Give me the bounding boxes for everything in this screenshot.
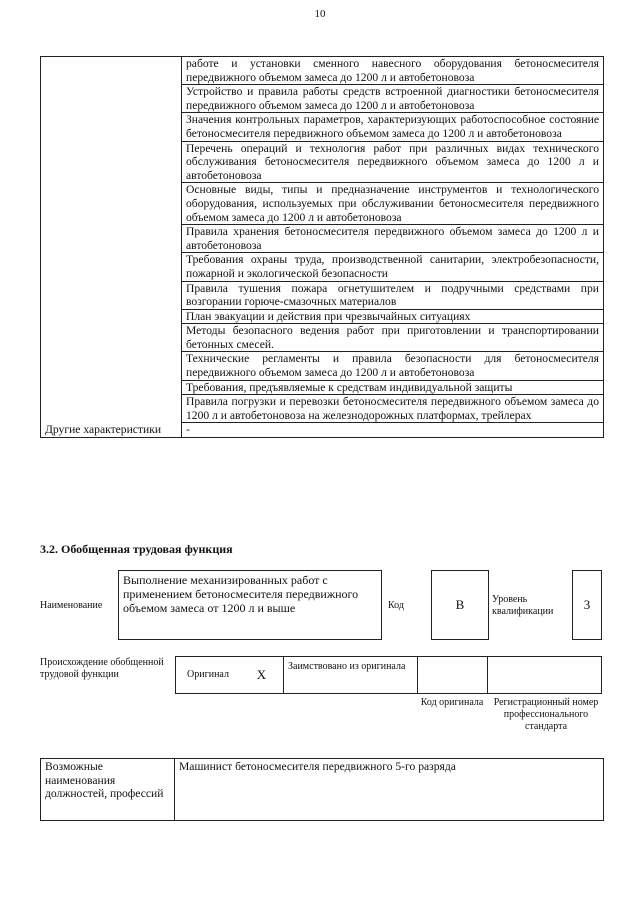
table-row [41, 183, 604, 225]
row-label: Другие характеристики [41, 423, 182, 438]
table-row [41, 141, 604, 183]
row-text: Методы безопасного ведения работ при приготовлении и транспортировании бетонных смесей. [182, 324, 604, 352]
row-label [41, 253, 182, 281]
origin-label: Происхождение обобщенной трудовой функции [40, 657, 164, 680]
level-value-box: 3 [572, 570, 602, 640]
caption-reg-number: Регистрационный номер профессионального стандарта [493, 697, 599, 732]
table-row [41, 395, 604, 423]
row-text: Правила хранения бетоносмесителя передвижного объемом замеса до 1200 л и автобетоновоза [182, 225, 604, 253]
row-text: Перечень операций и технология работ при различных видах технического обслуживания бетоносмесителя передвижного объемом замеса до 1200 л и автобетоновоза [182, 141, 604, 183]
row-label [41, 225, 182, 253]
table-row [41, 85, 604, 113]
row-text: Основные виды, типы и предназначение инструментов и технологического оборудования, используемых при обслуживании бетоносмесителя передвижного объемом замеса до 1200 л и автобетоновоза [182, 183, 604, 225]
row-text: Значения контрольных параметров, характеризующих работоспособное состояние бетоносмесителя передвижного объемом замеса до 1200 л и автобетоновоза [182, 113, 604, 141]
row-text: План эвакуации и действия при чрезвычайных ситуациях [182, 309, 604, 324]
row-label [41, 183, 182, 225]
positions-label: Возможные наименования должностей, профессий [41, 759, 175, 821]
row-text: Технические регламенты и правила безопасности для бетоносмесителя передвижного объемом замеса до 1200 л и автобетоновоза [182, 352, 604, 380]
row-label [41, 309, 182, 324]
table-row [41, 253, 604, 281]
page-number: 10 [314, 8, 326, 20]
row-label [41, 281, 182, 309]
row-label [41, 380, 182, 395]
original-code-cell [418, 657, 488, 693]
table-row [41, 57, 604, 85]
section-title: 3.2. Обобщенная трудовая функция [40, 542, 233, 556]
table-row [41, 380, 604, 395]
caption-original-code: Код оригинала [420, 697, 484, 708]
row-text: Требования охраны труда, производственной санитарии, электробезопасности, пожарной и экологической безопасности [182, 253, 604, 281]
table-row [41, 113, 604, 141]
table-row [41, 281, 604, 309]
positions-value: Машинист бетоносмесителя передвижного 5-го разряда [175, 759, 604, 821]
row-text: Правила погрузки и перевозки бетоносмесителя передвижного объемом замеса до 1200 л и автобетоновоза на железнодорожных платформах, трейлерах [182, 395, 604, 423]
origin-row [175, 656, 602, 694]
reg-number-cell [488, 657, 601, 693]
row-label [41, 141, 182, 183]
code-label: Код [388, 600, 404, 611]
row-label [41, 352, 182, 380]
row-text: Устройство и правила работы средств встроенной диагностики бетоносмесителя передвижного объемом замеса до 1200 л и автобетоновоза [182, 85, 604, 113]
name-label: Наименование [40, 600, 103, 611]
code-value-box: B [431, 570, 489, 640]
table-row [41, 423, 604, 438]
original-mark: X [240, 657, 284, 693]
row-label [41, 113, 182, 141]
original-label: Оригинал [187, 669, 229, 680]
table-row [41, 225, 604, 253]
table-row [41, 309, 604, 324]
positions-table [40, 758, 604, 821]
table-row [41, 324, 604, 352]
borrowed-label: Заимствовано из оригинала [284, 657, 418, 693]
requirements-table [40, 56, 604, 438]
row-label [41, 395, 182, 423]
row-text: - [182, 423, 604, 438]
row-text: Правила тушения пожара огнетушителем и подручными средствами при возгорании горюче-смазочных материалов [182, 281, 604, 309]
row-text: работе и установки сменного навесного оборудования бетоносмесителя передвижного объемом замеса до 1200 л и автобетоновоза [182, 57, 604, 85]
row-label [41, 57, 182, 85]
row-text: Требования, предъявляемые к средствам индивидуальной защиты [182, 380, 604, 395]
table-row [41, 352, 604, 380]
row-label [41, 324, 182, 352]
function-name-box: Выполнение механизированных работ с применением бетоносмесителя передвижного объемом замеса от 1200 л и выше [118, 570, 382, 640]
level-label: Уровень квалификации [492, 594, 554, 617]
row-label [41, 85, 182, 113]
